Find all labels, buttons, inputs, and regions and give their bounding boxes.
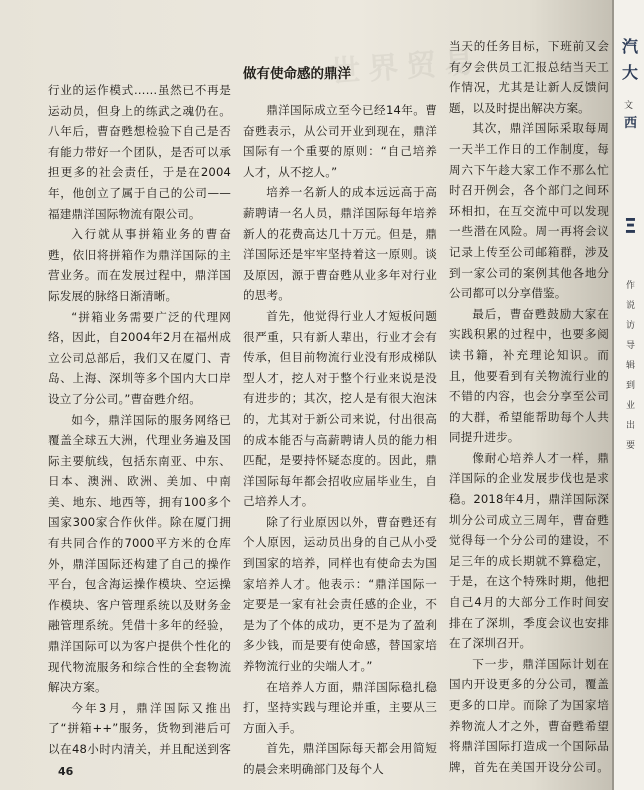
paragraph: 像耐心培养人才一样，鼎洋国际的企业发展步伐也是求稳。2018年4月，鼎洋国际深圳分公司成立三周年，曹奋甦觉得每一个分公司的建设，不足三年的成长期就不算稳定，于是，在这个特殊时期，他把自己4月的大部分工作时间安排在了深圳，季度会议也安排在了深圳召开。 [449, 450, 609, 651]
paragraph: 入行就从事拼箱业务的曹奋甦，依旧将拼箱作为鼎洋国际的主营业务。而在发展过程中，鼎洋国际发展的脉络日渐清晰。 [48, 227, 231, 303]
paragraph: “拼箱业务需要广泛的代理网络，因此，自2004年2月在福州成立公司总部后，我们又在厦门、青岛、上海、深圳等多个国内大口岸设立了分公司。”曹奋甦介绍。 [48, 309, 231, 406]
paragraph: 在培养人方面，鼎洋国际稳扎稳打，坚持实践与理论并重，主要从三方面入手。 [243, 679, 437, 735]
paragraph: 首先，他觉得行业人才短板问题很严重，只有新人辈出，行业才会有传承，但目前物流行业没有形成梯队型人才，挖人对于整个行业来说是没有进步的；其次，挖人是有很大泡沫的，尤其对于新公司来说，付出很高的成本能否与高薪聘请人员的能力相匹配，是要持怀疑态度的。因此，鼎洋国际每年都会招收应届毕业生，自己培养人才。 [243, 308, 437, 509]
next-page-fragment: 到 [626, 381, 636, 391]
paragraph: 最后，曹奋甦鼓励大家在实践积累的过程中，也要多阅读书籍，补充理论知识。而且，他要看到有关物流行业的不错的内容，也会分享至公司的大群，希望能帮助每个人共同提升进步。 [449, 306, 609, 445]
next-page-fragment: 导 [626, 341, 636, 351]
page-number: 46 [58, 765, 74, 778]
paragraph: 今年3月，鼎洋国际又推出了“拼箱++”服务，货物到港后可以在48小时内清关，并且配送到客 [48, 700, 231, 756]
next-page-fragment: 作 [626, 281, 636, 291]
article-column-3 [449, 36, 609, 776]
next-page-edge [612, 0, 644, 790]
next-page-fragment: Ξ [624, 214, 637, 238]
article-column-1 [48, 80, 231, 760]
next-page-fragment: 业 [626, 401, 636, 411]
paragraph: 当天的任务目标，下班前又会有夕会供员工汇报总结当天工作情况，尤其是让新人反馈问题，以及时提出解决方案。 [449, 39, 609, 115]
paragraph: 如今，鼎洋国际的服务网络已覆盖全球五大洲，代理业务遍及国际主要航线，包括东南亚、中东、日本、澳洲、欧洲、美加、中南美、地东、地西等，拥有100多个国家300家合作伙伴。除在厦门拥有共同合作的7000平方米的仓库外，鼎洋国际还构建了自己的操作平台，包含海运操作模块、空运操作模块、客户管理系统以及财务金融管理系统。凭借十多年的经验，鼎洋国际可以为客户提供个性化的现代物流服务和综合性的全套物流解决方案。 [48, 412, 231, 695]
next-page-fragment: 访 [626, 321, 636, 331]
faint-background-watermark: 世界贸易 [329, 44, 484, 90]
paragraph: 行业的运作模式……虽然已不再是运动员，但身上的练武之魂仍在。八年后，曹奋甦想检验下自己是否有能力带好一个团队，是否可以承担更多的社会责任，于是在2004年，他创立了属于自己的公司——福建鼎洋国际物流有限公司。 [48, 83, 231, 221]
article-column-2 [243, 100, 437, 780]
next-page-fragment: 文 [624, 101, 634, 111]
next-page-fragment: 汽 [622, 37, 639, 56]
paragraph: 下一步，鼎洋国际计划在国内开设更多的分公司，覆盖更多的口岸。而除了为国家培养物流人才之外，曹奋甦希望将鼎洋国际打造成一个国际品牌，首先在美国开设分公司。 [449, 656, 609, 774]
next-page-fragment: 说 [626, 301, 636, 311]
next-page-fragment: 要 [626, 441, 636, 451]
section-heading: 做有使命感的鼎洋 [243, 66, 351, 82]
next-page-fragment: 西 [624, 116, 638, 131]
paragraph: 除了行业原因以外，曹奋甦还有个人原因，运动员出身的自己从小受到国家的培养，同样也有使命去为国家培养人才。他表示：“鼎洋国际一定要是一家有社会责任感的企业，不是为了个体的成功，更不是为了盈利多少钱，而是要有使命感，替国家培养物流行业的尖端人才。” [243, 514, 437, 674]
paragraph: 鼎洋国际成立至今已经14年。曹奋甦表示，从公司开业到现在，鼎洋国际有一个重要的原则：“自己培养人才，从不挖人。” [243, 103, 437, 179]
paragraph: 其次，鼎洋国际采取每周一天半工作日的工作制度，每周六下午趁大家工作不那么忙时召开例会，各个部门之间环环相扣，在互交流中可以发现一些潜在风险。周一再将会议记录上传至公司邮箱群，涉及到一家公司的案例其他各地分公司都可以分享借鉴。 [449, 121, 609, 301]
next-page-fragment: 出 [626, 421, 636, 431]
paragraph: 培养一名新人的成本远远高于高薪聘请一名人员，鼎洋国际每年培养新人的花费高达几十万元。但是，鼎洋国际还是牢牢坚持着这一原则。谈及原因，源于曹奋甦从业多年对行业的思考。 [243, 185, 437, 303]
next-page-fragment: 辑 [626, 361, 636, 371]
paragraph: 首先，鼎洋国际每天都会用简短的晨会来明确部门及每个人 [243, 741, 437, 776]
next-page-fragment: 大 [622, 63, 639, 82]
